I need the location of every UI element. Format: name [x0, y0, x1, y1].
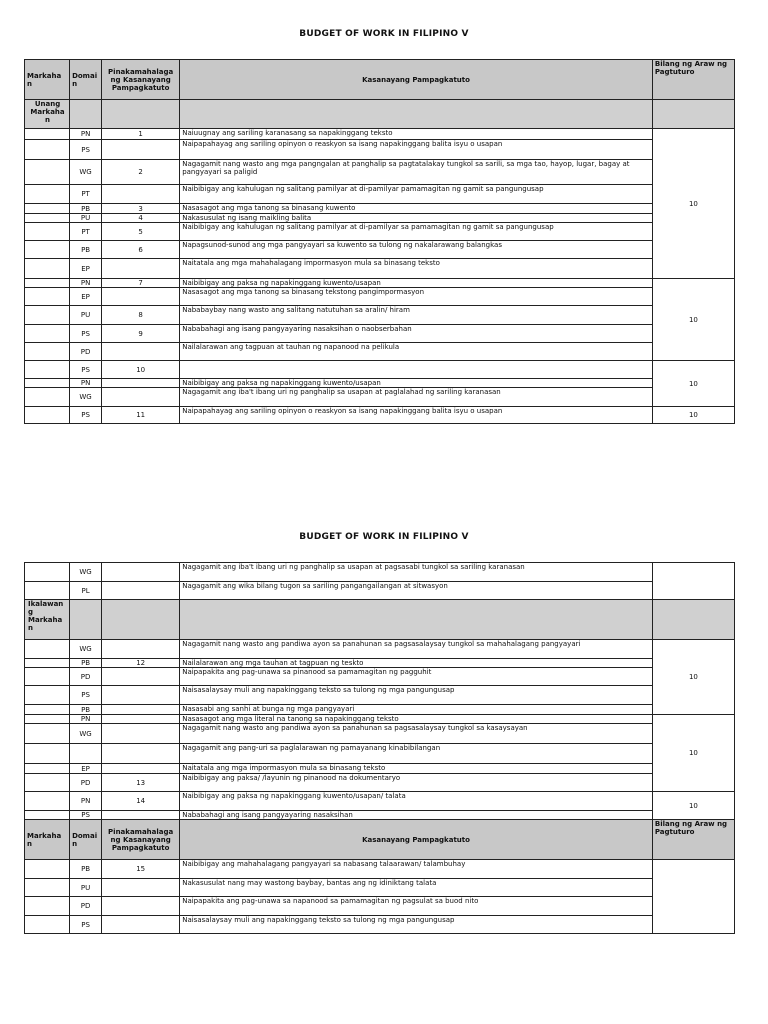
competency-cell: Naibibigay ang paksa/ /layunin ng pinanood na dokumentaryo [180, 774, 653, 792]
number-cell [102, 259, 180, 279]
competency-cell: Nagagamit nang wasto ang mga pangngalan at panghalip sa pagtatalakay tungkol sa sarili, sa mga tao, hayop, lugar, bagay at pangyayari sa paligid [180, 160, 653, 185]
competency-cell: Nagagamit nang wasto ang pandiwa ayon sa panahunan sa pagsasalaysay tungkol sa kasaysayan [180, 724, 653, 744]
number-cell: 11 [102, 407, 180, 424]
table-row [25, 204, 735, 214]
table-row [25, 582, 735, 600]
table-row [25, 705, 735, 715]
number-cell [102, 343, 180, 361]
number-cell [102, 744, 180, 764]
domain-cell: PD [70, 668, 102, 686]
domain-cell: EP [70, 288, 102, 306]
table-row [25, 563, 735, 582]
domain-cell: PS [70, 811, 102, 820]
competency-cell: Naipapakita ang pag-unawa sa pinanood sa pamamagitan ng pagguhit [180, 668, 653, 686]
competency-cell: Nagagamit ang pang-uri sa paglalarawan ng pamayanang kinabibilangan [180, 744, 653, 764]
table-row [25, 860, 735, 879]
competency-cell: Naibibigay ang mahahalagang pangyayari sa nabasang talaarawan/ talambuhay [180, 860, 653, 879]
table-row [25, 223, 735, 241]
table-row [25, 160, 735, 185]
domain-cell: PN [70, 379, 102, 388]
domain-cell: PB [70, 705, 102, 715]
domain-cell: WG [70, 388, 102, 407]
table-row [25, 241, 735, 259]
table-row [25, 792, 735, 811]
header-domain: Domai n [70, 820, 102, 860]
table-header [25, 820, 735, 860]
domain-cell: PD [70, 774, 102, 792]
number-cell [102, 563, 180, 582]
competency-cell: Naipapahayag ang sariling opinyon o reaskyon sa isang napakinggang balita isyu o usapan [180, 140, 653, 160]
domain-cell: PB [70, 659, 102, 668]
domain-cell: PU [70, 214, 102, 223]
number-cell: 9 [102, 325, 180, 343]
number-cell: 5 [102, 223, 180, 241]
number-cell [102, 764, 180, 774]
number-cell: 10 [102, 361, 180, 379]
table-row [25, 686, 735, 705]
number-cell [102, 705, 180, 715]
domain-cell: PS [70, 140, 102, 160]
competency-cell: Nagagamit ang iba't ibang uri ng panghalip sa usapan at paglalahad ng sariling karanasan [180, 388, 653, 407]
number-cell: 2 [102, 160, 180, 185]
domain-cell: PN [70, 792, 102, 811]
header-kasanayan: Kasanayang Pampagkatuto [180, 60, 653, 100]
domain-cell: WG [70, 160, 102, 185]
competency-cell: Nababaybay nang wasto ang salitang natutuhan sa aralin/ hiram [180, 306, 653, 325]
header-bilang: Bilang ng Araw ng Pagtuturo [652, 820, 734, 860]
domain-cell: PS [70, 407, 102, 424]
number-cell: 15 [102, 860, 180, 879]
number-cell [102, 582, 180, 600]
days-cell: 10 [652, 640, 734, 715]
domain-cell: PU [70, 879, 102, 897]
table-row [25, 879, 735, 897]
number-cell [102, 388, 180, 407]
table-row [25, 724, 735, 744]
number-cell: 14 [102, 792, 180, 811]
competency-cell: Naipapakita ang pag-unawa sa napanood sa pamamagitan ng pagsulat sa buod nito [180, 897, 653, 916]
number-cell: 4 [102, 214, 180, 223]
number-cell: 1 [102, 129, 180, 140]
domain-cell: PB [70, 204, 102, 214]
budget-table-2 [24, 562, 735, 934]
number-cell [102, 668, 180, 686]
competency-cell: Naibibigay ang kahulugan ng salitang pamilyar at di-pamilyar sa pamamagitan ng gamit sa pangungusap [180, 223, 653, 241]
table-row [25, 279, 735, 288]
number-cell: 12 [102, 659, 180, 668]
header-bilang: Bilang ng Araw ng Pagtuturo [652, 60, 734, 100]
table-row [25, 659, 735, 668]
number-cell [102, 724, 180, 744]
number-cell [102, 686, 180, 705]
number-cell [102, 379, 180, 388]
days-cell: 10 [652, 407, 734, 424]
table-row [25, 140, 735, 160]
header-markahan: Markaha n [25, 820, 70, 860]
competency-cell: Naibibigay ang kahulugan ng salitang pamilyar at di-pamilyar pamamagitan ng gamit sa pangungusap [180, 185, 653, 204]
number-cell [102, 140, 180, 160]
competency-cell: Naibibigay ang paksa ng napakinggang kuwento/usapan [180, 379, 653, 388]
competency-cell: Nababahagi ang isang pangyayaring nasaksihan o naobserbahan [180, 325, 653, 343]
domain-cell: EP [70, 259, 102, 279]
competency-cell: Nagagamit ang iba't ibang uri ng panghalip sa usapan at pagsasabi tungkol sa sariling karanasan [180, 563, 653, 582]
competency-cell: Nagagamit nang wasto ang pandiwa ayon sa panahunan sa pagsasalaysay tungkol sa mahahalagang pangyayari [180, 640, 653, 659]
table-row [25, 343, 735, 361]
table-row [25, 129, 735, 140]
table-header [25, 60, 735, 100]
number-cell [102, 185, 180, 204]
days-cell: 10 [652, 715, 734, 792]
domain-cell: PD [70, 343, 102, 361]
domain-cell: WG [70, 563, 102, 582]
competency-cell: Nababahagi ang isang pangyayaring nasaksihan [180, 811, 653, 820]
section-row [25, 100, 735, 129]
table-row [25, 407, 735, 424]
table-row [25, 288, 735, 306]
table-row [25, 811, 735, 820]
table-row [25, 774, 735, 792]
domain-cell: WG [70, 640, 102, 659]
days-cell: 10 [652, 792, 734, 820]
competency-cell: Nasasabi ang sanhi at bunga ng mga pangyayari [180, 705, 653, 715]
domain-cell: EP [70, 764, 102, 774]
section-row [25, 600, 735, 640]
number-cell [102, 640, 180, 659]
number-cell [102, 897, 180, 916]
domain-cell: PS [70, 325, 102, 343]
domain-cell: WG [70, 724, 102, 744]
domain-cell: PL [70, 582, 102, 600]
domain-cell [70, 744, 102, 764]
header-pinakamahalaga: Pinakamahalaga ng Kasanayang Pampagkatuto [102, 820, 180, 860]
competency-cell: Nagagamit ang wika bilang tugon sa sariling pangangailangan at sitwasyon [180, 582, 653, 600]
table-row [25, 214, 735, 223]
domain-cell: PN [70, 715, 102, 724]
domain-cell: PD [70, 897, 102, 916]
days-cell: 10 [652, 129, 734, 279]
number-cell [102, 879, 180, 897]
domain-cell: PT [70, 185, 102, 204]
number-cell: 7 [102, 279, 180, 288]
number-cell [102, 811, 180, 820]
page-title: BUDGET OF WORK IN FILIPINO V [299, 29, 469, 39]
competency-cell: Naisasalaysay muli ang napakinggang teksto sa tulong ng mga pangungusap [180, 916, 653, 934]
table-row [25, 744, 735, 764]
table-row [25, 259, 735, 279]
domain-cell: PB [70, 241, 102, 259]
competency-cell: Nakasusulat ng isang maikling balita [180, 214, 653, 223]
competency-cell: Napagsunod-sunod ang mga pangyayari sa kuwento sa tulong ng nakalarawang balangkas [180, 241, 653, 259]
number-cell: 3 [102, 204, 180, 214]
table-row [25, 668, 735, 686]
competency-cell: Naibibigay ang paksa ng napakinggang kuwento/usapan [180, 279, 653, 288]
competency-cell: Naibibigay ang paksa ng napakinggang kuwento/usapan/ talata [180, 792, 653, 811]
table-row [25, 764, 735, 774]
domain-cell: PS [70, 916, 102, 934]
competency-cell: Nailalarawan ang tagpuan at tauhan ng napanood na pelikula [180, 343, 653, 361]
section-label: Ikalawan g Markaha n [25, 600, 70, 640]
competency-cell: Naiuugnay ang sariling karanasang sa napakinggang teksto [180, 129, 653, 140]
competency-cell [180, 361, 653, 379]
table-row [25, 361, 735, 379]
domain-cell: PT [70, 223, 102, 241]
table-row [25, 306, 735, 325]
header-kasanayan: Kasanayang Pampagkatuto [180, 820, 653, 860]
table-row [25, 379, 735, 388]
domain-cell: PS [70, 361, 102, 379]
section-label: Unang Markaha n [25, 100, 70, 129]
competency-cell: Nasasagot ang mga tanong sa binasang kuwento [180, 204, 653, 214]
days-cell: 10 [652, 361, 734, 407]
competency-cell: Naitatala ang mga impormasyon mula sa binasang teksto [180, 764, 653, 774]
competency-cell: Nasasagot ang mga tanong sa binasang tekstong pangimpormasyon [180, 288, 653, 306]
competency-cell: Nasasagot ang mga literal na tanong sa napakinggang teksto [180, 715, 653, 724]
table-row [25, 640, 735, 659]
header-domain: Domai n [70, 60, 102, 100]
header-markahan: Markaha n [25, 60, 70, 100]
number-cell [102, 288, 180, 306]
competency-cell: Naitatala ang mga mahahalagang impormasyon mula sa binasang teksto [180, 259, 653, 279]
domain-cell: PS [70, 686, 102, 705]
table-row [25, 916, 735, 934]
number-cell [102, 715, 180, 724]
domain-cell: PN [70, 279, 102, 288]
domain-cell: PB [70, 860, 102, 879]
number-cell: 6 [102, 241, 180, 259]
header-pinakamahalaga: Pinakamahalaga ng Kasanayang Pampagkatuto [102, 60, 180, 100]
page-title-2: BUDGET OF WORK IN FILIPINO V [299, 532, 469, 542]
table-row [25, 897, 735, 916]
table-row [25, 388, 735, 407]
number-cell [102, 916, 180, 934]
competency-cell: Naisasalaysay muli ang napakinggang teksto sa tulong ng mga pangungusap [180, 686, 653, 705]
budget-table-1 [24, 59, 735, 424]
number-cell: 8 [102, 306, 180, 325]
domain-cell: PN [70, 129, 102, 140]
competency-cell: Naipapahayag ang sariling opinyon o reaskyon sa isang napakinggang balita isyu o usapan [180, 407, 653, 424]
table-row [25, 715, 735, 724]
competency-cell: Nailalarawan ang mga tauhan at tagpuan ng teskto [180, 659, 653, 668]
table-row [25, 325, 735, 343]
domain-cell: PU [70, 306, 102, 325]
number-cell: 13 [102, 774, 180, 792]
table-row [25, 185, 735, 204]
competency-cell: Nakasusulat nang may wastong baybay, bantas ang ng idiniktang talata [180, 879, 653, 897]
days-cell: 10 [652, 279, 734, 361]
